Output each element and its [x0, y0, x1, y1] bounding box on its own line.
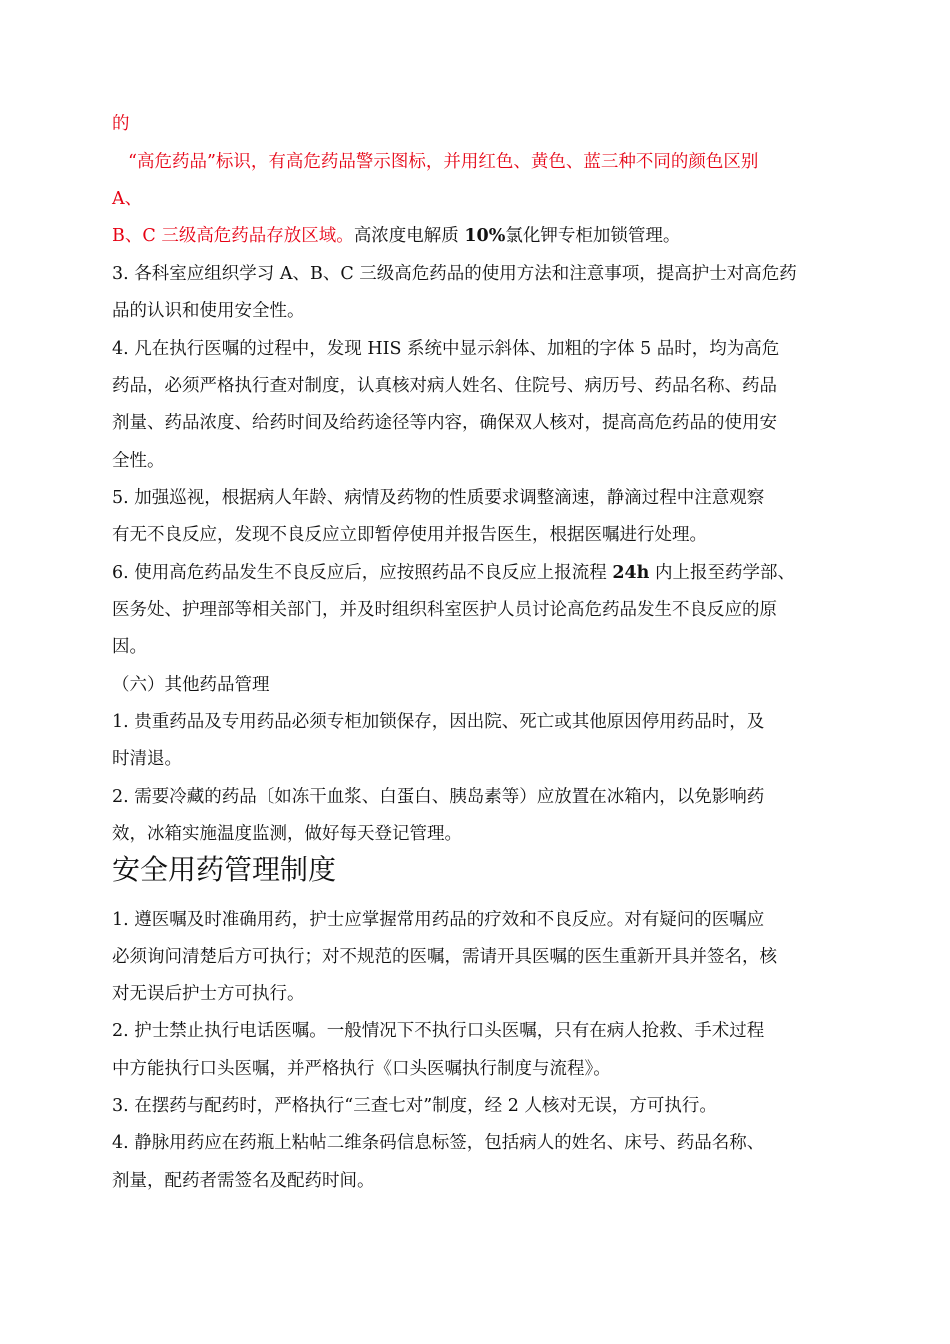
text-line: 医务处、护理部等相关部门，并及时组织科室医护人员讨论高危药品发生不良反应的原: [112, 600, 777, 620]
text-line: 因。: [112, 637, 147, 657]
text-line: [112, 560, 852, 586]
text-line: [112, 223, 852, 249]
bold-text: 10%: [464, 226, 506, 246]
text-line: 对无误后护士方可执行。: [112, 984, 305, 1004]
text-line: 2. 需要冷藏的药品〔如冻干血浆、白蛋白、胰岛素等）应放置在冰箱内，以免影响药: [112, 787, 765, 807]
highlighted-text: B、C 三级高危药品存放区域。: [112, 226, 354, 246]
text-line: 的: [112, 114, 130, 134]
text-span: 氯化钾专柜加锁管理。: [505, 226, 681, 246]
text-line: A、: [112, 189, 143, 209]
text-line: 4. 静脉用药应在药瓶上粘帖二维条码信息标签，包括病人的姓名、床号、药品名称、: [112, 1133, 765, 1153]
text-line: 剂量，配药者需签名及配药时间。: [112, 1171, 375, 1191]
text-line: 5. 加强巡视，根据病人年龄、病情及药物的性质要求调整滴速，静滴过程中注意观察: [112, 488, 765, 508]
text-line: 中方能执行口头医嘱，并严格执行《口头医嘱执行制度与流程》。: [112, 1059, 611, 1079]
text-line: 1. 贵重药品及专用药品必须专柜加锁保存，因出院、死亡或其他原因停用药品时，及: [112, 712, 765, 732]
text-line: 必须询问清楚后方可执行；对不规范的医嘱，需请开具医嘱的医生重新开具并签名，核: [112, 947, 777, 967]
text-line: 3. 各科室应组织学习 A、B、C 三级高危药品的使用方法和注意事项，提高护士对高危药: [112, 264, 797, 284]
text-line: 药品，必须严格执行查对制度，认真核对病人姓名、住院号、病历号、药品名称、药品: [112, 376, 777, 396]
text-line: 剂量、药品浓度、给药时间及给药途径等内容，确保双人核对，提高高危药品的使用安: [112, 413, 777, 433]
text-span: 6. 使用高危药品发生不良反应后，应按照药品不良反应上报流程: [112, 563, 613, 583]
section-heading: 安全用药管理制度: [112, 853, 337, 886]
text-line: 4. 凡在执行医嘱的过程中，发现 HIS 系统中显示斜体、加粗的字体 5 品时，均为高危: [112, 339, 780, 359]
text-line: 3. 在摆药与配药时，严格执行“三查七对”制度，经 2 人核对无误，方可执行。: [112, 1096, 717, 1116]
bold-text: 24h: [612, 563, 650, 583]
text-span: 高浓度电解质: [353, 226, 465, 246]
section-subheading: （六）其他药品管理: [112, 675, 270, 695]
text-line: 时清退。: [112, 749, 182, 769]
text-line: 品的认识和使用安全性。: [112, 301, 305, 321]
text-line: 效，冰箱实施温度监测，做好每天登记管理。: [112, 824, 462, 844]
text-line: “高危药品”标识，有高危药品警示图标，并用红色、黄色、蓝三种不同的颜色区别: [128, 152, 759, 172]
text-line: 全性。: [112, 451, 165, 471]
text-span: 内上报至药学部、: [649, 563, 795, 583]
text-line: 2. 护士禁止执行电话医嘱。一般情况下不执行口头医嘱，只有在病人抢救、手术过程: [112, 1021, 765, 1041]
text-line: 1. 遵医嘱及时准确用药，护士应掌握常用药品的疗效和不良反应。对有疑问的医嘱应: [112, 910, 765, 930]
text-line: 有无不良反应，发现不良反应立即暂停使用并报告医生，根据医嘱进行处理。: [112, 525, 707, 545]
